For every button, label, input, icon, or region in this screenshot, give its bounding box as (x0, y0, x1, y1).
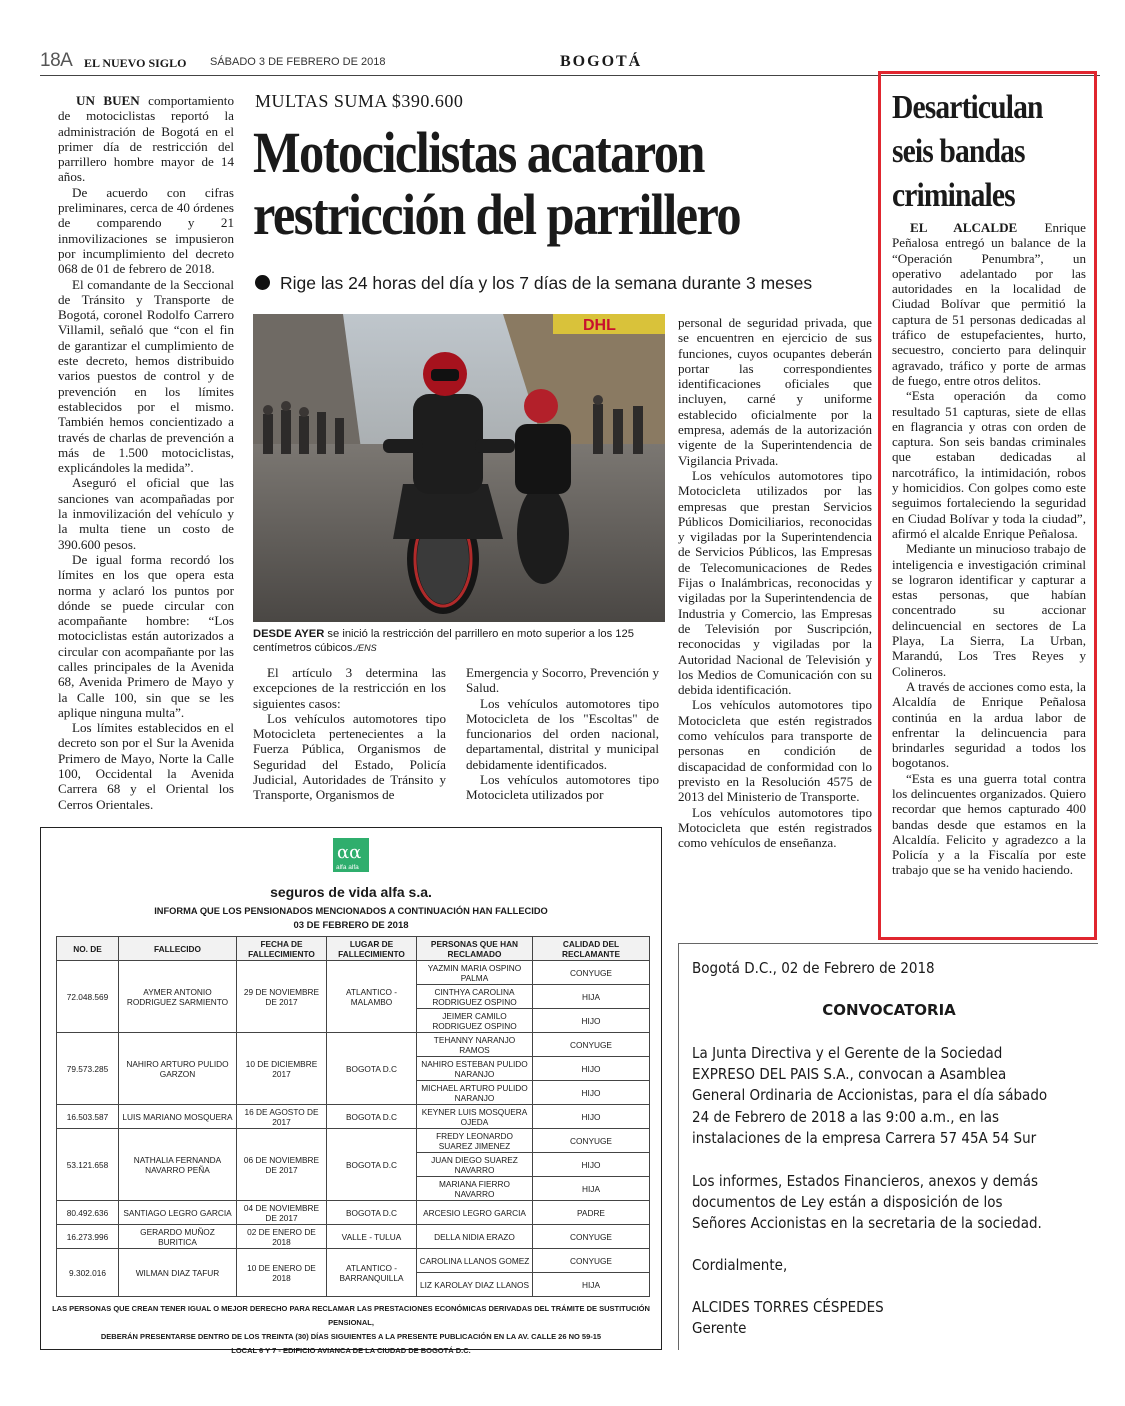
cell-date: 02 DE ENERO DE 2018 (237, 1225, 327, 1249)
svg-text:αα: αα (337, 842, 362, 863)
article-paragraph: De igual forma recordó los límites en los que opera esta norma y aclaró los puntos por dónde se puede circular con acompañante hombre: “Los motociclistas están autorizados a circular con acompañante por las calles principales de la Avenida 68, Avenida Primero de Mayo y la Calle 100, sin que se les aplique ninguna multa”. (58, 551, 234, 720)
article-column-4 (678, 315, 872, 850)
sidebar-headline: Desarticulan seis bandas criminales (892, 89, 1043, 214)
notice-footer: LAS PERSONAS QUE CREAN TENER IGUAL O MEJOR DERECHO PARA RECLAMAR LAS PRESTACIONES ECONÓMICAS DERIVADAS DEL TRÁMITE DE SUSTITUCIÓN PENSIONAL, DEBERÁN PRESENTARSE DENTRO DE LOS TREINTA (30) DÍAS SIGUIENTES A LA PRESENTE PUBLICACIÓN EN LA AV. CALLE 26 NO 59-15 LOCAL 6 Y 7 - EDIFICIO AVIANCA DE LA CIUDAD DE BOGOTÁ D.C. (52, 1304, 650, 1355)
convocatoria-title: CONVOCATORIA (822, 1001, 956, 1019)
sidebar-paragraph: “Esta es una guerra total contra los delincuentes organizados. Quiero recordar que hemos capturado 400 bandas desde que estamos en la Alcaldía. Felicito y agradezco a la Policía y a la Fiscalía por este trabajo que se ha venido haciendo. (892, 770, 1086, 878)
table-header: FALLECIDO (119, 937, 237, 961)
table-header: PERSONAS QUE HAN RECLAMADO (417, 937, 533, 961)
body-line: Los informes, Estados Financieros, anexos y demás (692, 1172, 1039, 1190)
svg-text:DHL: DHL (583, 317, 616, 334)
table-row (57, 1033, 650, 1057)
cell-id: 80.492.636 (57, 1201, 119, 1225)
body-line: Señores Accionistas en la secretaria de la sociedad. (692, 1214, 1042, 1232)
article-column-3 (466, 665, 659, 803)
article-paragraph: De acuerdo con cifras preliminares, cerca de 40 órdenes de comparendo y 21 inmovilizaciones se impusieron por incumplimiento del decreto 068 de 01 de febrero de 2018. (58, 184, 234, 277)
cell-relation: CONYUGE (533, 1129, 650, 1153)
cell-deceased: SANTIAGO LEGRO GARCIA (119, 1201, 237, 1225)
sidebar-body (892, 220, 1086, 878)
table-header: FECHA DE FALLECIMIENTO (237, 937, 327, 961)
convocatoria-notice (678, 943, 1098, 1350)
cell-id: 72.048.569 (57, 961, 119, 1033)
body-line: La Junta Directiva y el Gerente de la Sociedad (692, 1044, 1003, 1062)
cell-relation: HIJO (533, 1153, 650, 1177)
cell-place: BOGOTA D.C (327, 1129, 417, 1201)
notice-date: 03 DE FEBRERO DE 2018 (293, 920, 409, 931)
table-header: NO. DE (57, 937, 119, 961)
cell-claimant: DELLA NIDIA ERAZO (417, 1225, 533, 1249)
cell-date: 04 DE NOVIEMBRE DE 2017 (237, 1201, 327, 1225)
cell-claimant: LIZ KAROLAY DIAZ LLANOS (417, 1273, 533, 1297)
article-paragraph: El comandante de la Seccional de Tránsito y Transporte de Bogotá, coronel Rodolfo Carrero Villamil, señaló que “con el fin de garantizar el cumplimiento de este decreto, hemos distribuido varios puestos de control y de prevención en los límites establecidos por el mismo. También hemos concientizado a través de charlas de prevención a más de 1.500 motociclistas, explicándoles la medida”. (58, 276, 234, 476)
article-subhead: Rige las 24 horas del día y los 7 días de la semana durante 3 meses (255, 273, 875, 294)
cell-id: 9.302.016 (57, 1249, 119, 1297)
sidebar-paragraph: Mediante un minucioso trabajo de inteligencia e investigación criminal se lograron identificar y capturar a estas personas, que habían concentrado su accionar delincuencial en sectores de La Playa, La Sierra, La Urban, Marandú, Los Tres Reyes y Colineros. (892, 541, 1086, 679)
article-photo (253, 314, 665, 622)
cell-relation: HIJA (533, 1273, 650, 1297)
cell-deceased: NATHALIA FERNANDA NAVARRO PEÑA (119, 1129, 237, 1201)
table-row (57, 1249, 650, 1273)
place-date: Bogotá D.C., 02 de Febrero de 2018 (692, 959, 935, 977)
cell-deceased: LUIS MARIANO MOSQUERA (119, 1105, 237, 1129)
cell-relation: CONYUGE (533, 961, 650, 985)
cell-claimant: YAZMIN MARIA OSPINO PALMA (417, 961, 533, 985)
cell-relation: PADRE (533, 1201, 650, 1225)
cell-claimant: ARCESIO LEGRO GARCIA (417, 1201, 533, 1225)
company-name: seguros de vida alfa s.a. (270, 884, 432, 900)
cell-place: VALLE - TULUA (327, 1225, 417, 1249)
cell-claimant: CAROLINA LLANOS GOMEZ (417, 1249, 533, 1273)
cell-claimant: CINTHYA CAROLINA RODRIGUEZ OSPINO (417, 985, 533, 1009)
cell-place: BOGOTA D.C (327, 1105, 417, 1129)
bullet-icon (255, 275, 270, 290)
cell-relation: CONYUGE (533, 1033, 650, 1057)
table-body (57, 961, 650, 1297)
cell-claimant: JUAN DIEGO SUAREZ NAVARRO (417, 1153, 533, 1177)
deceased-table (56, 936, 650, 1297)
cell-relation: HIJO (533, 1009, 650, 1033)
table-row (57, 961, 650, 985)
article-paragraph: Emergencia y Socorro, Prevención y Salud. (466, 665, 659, 696)
cell-deceased: NAHIRO ARTURO PULIDO GARZON (119, 1033, 237, 1105)
cell-relation: HIJA (533, 1177, 650, 1201)
photo-credit: /ENS (355, 643, 377, 653)
cell-claimant: KEYNER LUIS MOSQUERA OJEDA (417, 1105, 533, 1129)
body-line: EXPRESO DEL PAIS S.A., convocan a Asamblea (692, 1065, 1007, 1083)
table-row (57, 1201, 650, 1225)
table-row (57, 1129, 650, 1153)
cell-claimant: TEHANNY NARANJO RAMOS (417, 1033, 533, 1057)
cell-claimant: NAHIRO ESTEBAN PULIDO NARANJO (417, 1057, 533, 1081)
cell-id: 16.503.587 (57, 1105, 119, 1129)
article-paragraph: Los vehículos automotores tipo Motocicleta que estén registrados como vehículos para transporte de personas en condición de discapacidad de conformidad con lo previsto en la Resolución 4575 de 2013 del Ministerio de Transporte. (678, 697, 872, 805)
issue-date: SÁBADO 3 DE FEBRERO DE 2018 (210, 56, 386, 68)
table-header: CALIDAD DEL RECLAMANTE (533, 937, 650, 961)
cell-claimant: MARIANA FIERRO NAVARRO (417, 1177, 533, 1201)
cell-date: 10 DE DICIEMBRE 2017 (237, 1033, 327, 1105)
cell-date: 29 DE NOVIEMBRE DE 2017 (237, 961, 327, 1033)
notice-subtitle: INFORMA QUE LOS PENSIONADOS MENCIONADOS A CONTINUACIÓN HAN FALLECIDO (154, 906, 548, 916)
cell-id: 53.121.658 (57, 1129, 119, 1201)
signer-name: ALCIDES TORRES CÉSPEDES (692, 1298, 884, 1316)
cell-date: 10 DE ENERO DE 2018 (237, 1249, 327, 1297)
article-column-1 (58, 93, 234, 812)
sidebar-paragraph: “Esta operación da como resultado 51 capturas, siete de ellas en flagrancia y otras con orden de captura. Son seis bandas criminales que estaban dedicadas al narcotráfico, la intimidación, robos y homicidios. Con golpes como este seguimos fortaleciendo la seguridad en Ciudad Bolívar y toda la ciudad”, afirmó el alcalde Enrique Peñalosa. (892, 388, 1086, 541)
cell-date: 16 DE AGOSTO DE 2017 (237, 1105, 327, 1129)
table-row (57, 1105, 650, 1129)
article-paragraph: Los vehículos automotores tipo Motocicleta pertenecientes a la Fuerza Pública, Organismos de Seguridad del Estado, Policía Judicial, Autoridades de Tránsito y Transporte, Organismos de (253, 710, 446, 803)
article-paragraph: Aseguró el oficial que las sanciones van acompañadas por la inmovilización del vehículo y la multa tiene un costo de 390.600 pesos. (58, 475, 234, 552)
article-paragraph: personal de seguridad privada, que se encuentren en ejercicio de sus funciones, cuyos ocupantes deberán portar las correspondientes identificaciones oficiales que incluyen, carné y uniforme establecido oficialmente por la empresa, además de la autorización vigente de la Superintendencia de Vigilancia Privada. (678, 315, 872, 468)
cell-place: BOGOTA D.C (327, 1033, 417, 1105)
body-line: General Ordinaria de Accionistas, para el día sábado (692, 1086, 1048, 1104)
article-paragraph: UN BUEN comportamiento de motociclistas reportó la administración de Bogotá en el primer día de restricción del parrillero hombre mayor de 14 años. (58, 93, 234, 185)
cell-place: BOGOTA D.C (327, 1201, 417, 1225)
article-paragraph: Los límites establecidos en el decreto son por el Sur la Avenida Primero de Mayo, Norte la Calle 100, Occidental la Avenida Carrera 68 y el Oriental los Cerros Orientales. (58, 720, 234, 812)
cell-place: ATLANTICO - BARRANQUILLA (327, 1249, 417, 1297)
cell-id: 79.573.285 (57, 1033, 119, 1105)
sidebar-paragraph: EL ALCALDE Enrique Peñalosa entregó un balance de la “Operación Penumbra”, un operativo adelantado por las autoridades en la localidad de Ciudad Bolívar que permitió la captura de 51 personas dedicadas al tráfico de estupefacientes, hurto, secuestro, concierto para delinquir agravado, tráfico y porte de armas de fuego, entre otros delitos. (892, 220, 1086, 388)
cell-relation: HIJO (533, 1081, 650, 1105)
article-column-2 (253, 665, 446, 803)
cell-relation: HIJO (533, 1105, 650, 1129)
body-line: documentos de Ley están a disposición de los (692, 1193, 1003, 1211)
cell-claimant: FREDY LEONARDO SUAREZ JIMENEZ (417, 1129, 533, 1153)
sidebar-paragraph: A través de acciones como esta, la Alcaldía de Enrique Peñalosa continúa en la ardua labor de enfrentar la delincuencia para brindarles seguridad a todos los bogotanos. (892, 678, 1086, 771)
article-paragraph: Los vehículos automotores tipo Motocicleta que estén registrados como vehículos de enseñanza. (678, 804, 872, 851)
cell-claimant: JEIMER CAMILO RODRIGUEZ OSPINO (417, 1009, 533, 1033)
motorcycle-photo (253, 314, 665, 622)
body-line: instalaciones de la empresa Carrera 57 45A 54 Sur (692, 1129, 1037, 1147)
cell-place: ATLANTICO - MALAMBO (327, 961, 417, 1033)
article-headline: Motociclistas acataron restricción del parrillero (253, 120, 741, 247)
article-paragraph: El artículo 3 determina las excepciones de la restricción en los siguientes casos: (253, 665, 446, 711)
table-row (57, 1225, 650, 1249)
closing: Cordialmente, (692, 1256, 788, 1274)
section-title: BOGOTÁ (560, 53, 643, 70)
page-number: 18A (40, 50, 73, 71)
signer-role: Gerente (692, 1319, 747, 1337)
alfa-logo (333, 838, 369, 872)
table-header: LUGAR DE FALLECIMIENTO (327, 937, 417, 961)
cell-relation: HIJA (533, 985, 650, 1009)
article-paragraph: Los vehículos automotores tipo Motocicleta utilizados por las empresas que prestan Servicios Públicos Domiciliarios, reconocidas y vigiladas por la Superintendencia de Servicios Públicos, las Empresas de Telecomunicaciones de Redes Fijas o Inalámbricas, reconocidas y vigiladas por la Superintendencia de Industria y Comercio, las Empresas de Televisión por Suscripción, reconocidas y vigiladas por la Autoridad Nacional de Televisión y los Medios de Comunicación con su debida identificación. (678, 467, 872, 698)
photo-caption: DESDE AYER se inició la restricción del parrillero en moto superior a los 125 centímetros cúbicos./ENS (253, 628, 634, 654)
death-notice-ad (40, 827, 662, 1355)
article-paragraph: Los vehículos automotores tipo Motocicleta de los "Escoltas" de funcionarios del orden nacional, departamental, distrital y municipal debidamente identificados. (466, 695, 659, 772)
cell-relation: CONYUGE (533, 1225, 650, 1249)
article-paragraph: Los vehículos automotores tipo Motocicleta utilizados por (466, 772, 659, 803)
cell-date: 06 DE NOVIEMBRE DE 2017 (237, 1129, 327, 1201)
cell-relation: CONYUGE (533, 1249, 650, 1273)
newspaper-name: EL NUEVO SIGLO (84, 56, 187, 70)
cell-deceased: WILMAN DIAZ TAFUR (119, 1249, 237, 1297)
cell-deceased: GERARDO MUÑOZ BURITICA (119, 1225, 237, 1249)
article-kicker: MULTAS SUMA $390.600 (255, 91, 464, 111)
cell-id: 16.273.996 (57, 1225, 119, 1249)
alfa-logo-icon (333, 838, 369, 872)
body-line: 24 de Febrero de 2018 a las 9:00 a.m., en las (692, 1108, 1000, 1126)
cell-deceased: AYMER ANTONIO RODRIGUEZ SARMIENTO (119, 961, 237, 1033)
cell-relation: HIJO (533, 1057, 650, 1081)
cell-claimant: MICHAEL ARTURO PULIDO NARANJO (417, 1081, 533, 1105)
svg-text:alfa alfa: alfa alfa (336, 864, 359, 871)
